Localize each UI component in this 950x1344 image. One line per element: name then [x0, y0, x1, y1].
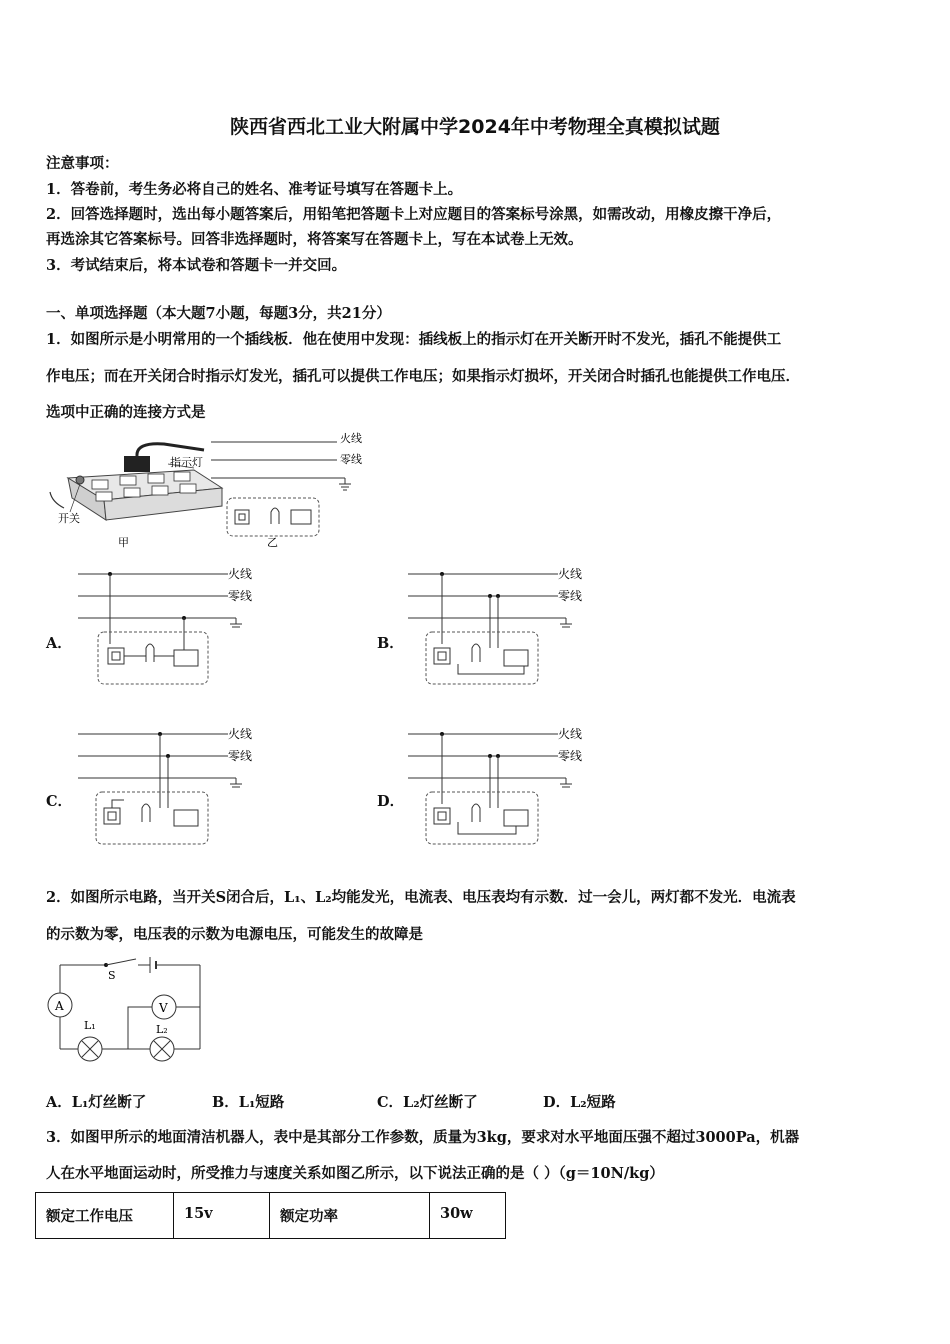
- notice-item: 2．回答选择题时，选出每小题答案后，用铅笔把答题卡上对应题目的答案标号涂黑，如需改动，用橡皮擦干净后，: [46, 206, 782, 223]
- q2-option-a[interactable]: A．L₁灯丝断了: [46, 1094, 147, 1111]
- q2-option-c[interactable]: C．L₂灯丝断了: [377, 1094, 478, 1111]
- live-wire-label: 火线: [558, 727, 583, 741]
- section-heading: 一、单项选择题（本大题7小题，每题3分，共21分）: [46, 305, 391, 322]
- notice-heading: 注意事项：: [46, 155, 119, 172]
- page-title: 陕西省西北工业大附属中学2024年中考物理全真模拟试题: [230, 116, 720, 138]
- neutral-wire-label: 零线: [558, 749, 583, 763]
- neutral-wire-label: 零线: [228, 749, 253, 763]
- table-cell: 额定功率: [270, 1193, 430, 1239]
- q2-circuit-figure: [44, 955, 209, 1065]
- lamp-l2-label: L₂: [156, 1023, 168, 1036]
- table-cell: 额定工作电压: [36, 1193, 174, 1239]
- circuit-option-a: [78, 562, 268, 692]
- q1-option-b[interactable]: B．: [377, 635, 404, 652]
- circuit-option-c: [78, 722, 268, 852]
- notice-item: 再选涂其它答案标号。回答非选择题时，将答案写在答题卡上，写在本试卷上无效。: [46, 231, 583, 248]
- switch-label: 开关: [58, 512, 80, 525]
- table-row: [36, 1193, 506, 1239]
- q1-option-c[interactable]: C．: [46, 793, 73, 810]
- q2-option-d[interactable]: D．L₂短路: [543, 1094, 616, 1111]
- q1-option-a[interactable]: A．: [46, 635, 72, 652]
- indicator-label: 指示灯: [170, 456, 203, 469]
- live-wire-label: 火线: [340, 432, 362, 445]
- q2-option-b[interactable]: B．L₁短路: [212, 1094, 285, 1111]
- notice-item: 3．考试结束后，将本试卷和答题卡一并交回。: [46, 257, 347, 274]
- q3-line: 3．如图甲所示的地面清洁机器人，表中是其部分工作参数，质量为3kg，要求对水平地面压强不超过3000Pa，机器: [46, 1129, 800, 1146]
- q1-line: 1．如图所示是小明常用的一个插线板．他在使用中发现：插线板上的指示灯在开关断开时不发光，插孔不能提供工: [46, 331, 782, 348]
- circuit-option-b: [408, 562, 598, 692]
- switch-s-label: S: [108, 969, 116, 982]
- q1-line: 作电压；而在开关闭合时指示灯发光，插孔可以提供工作电压；如果指示灯损坏，开关闭合时插孔也能提供工作电压．: [46, 368, 800, 385]
- q3-line: 人在水平地面运动时，所受推力与速度关系如图乙所示，以下说法正确的是（ ）（g＝10N/kg）: [46, 1165, 664, 1182]
- live-wire-label: 火线: [228, 567, 253, 581]
- switch-icon: [76, 476, 84, 484]
- q2-line: 的示数为零，电压表的示数为电源电压，可能发生的故障是: [46, 926, 423, 943]
- notice-item: 1．答卷前，考生务必将自己的姓名、准考证号填写在答题卡上。: [46, 181, 463, 198]
- live-wire-label: 火线: [228, 727, 253, 741]
- q2-line: 2．如图所示电路，当开关S闭合后，L₁、L₂均能发光，电流表、电压表均有示数．过一会儿，两灯都不发光．电流表: [46, 889, 796, 906]
- table-cell: 30w: [430, 1193, 506, 1239]
- wiring-figure-yi: [205, 430, 380, 550]
- live-wire-label: 火线: [558, 567, 583, 581]
- neutral-wire-label: 零线: [340, 453, 362, 466]
- voltmeter-label: V: [159, 1001, 168, 1015]
- fig-label-yi: 乙: [267, 536, 278, 549]
- q1-option-d[interactable]: D．: [377, 793, 405, 810]
- robot-params-table: [35, 1192, 506, 1239]
- neutral-wire-label: 零线: [558, 589, 583, 603]
- table-cell: 15v: [174, 1193, 270, 1239]
- fig-label-jia: 甲: [118, 536, 129, 549]
- q1-line: 选项中正确的连接方式是: [46, 404, 206, 421]
- circuit-option-d: [408, 722, 598, 852]
- neutral-wire-label: 零线: [228, 589, 253, 603]
- lamp-l1-label: L₁: [84, 1019, 96, 1032]
- power-strip-figure: [44, 440, 224, 550]
- ammeter-label: A: [55, 999, 64, 1013]
